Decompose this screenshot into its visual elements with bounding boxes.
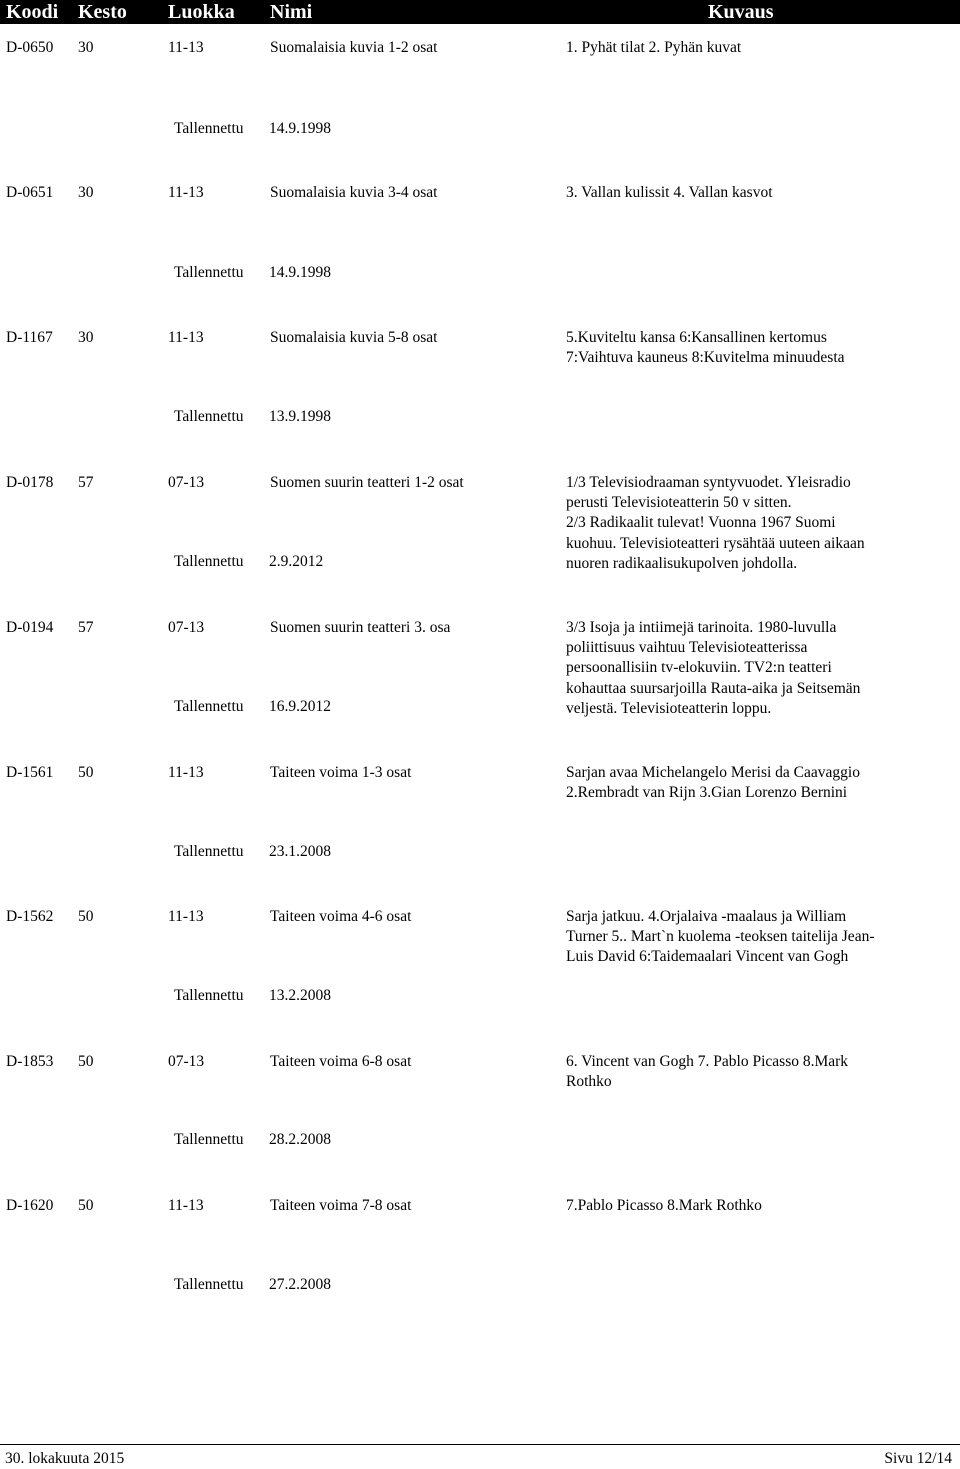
recorded-date: 23.1.2008: [269, 843, 331, 860]
recorded-date: 28.2.2008: [269, 1131, 331, 1148]
recorded-label: Tallennettu: [174, 264, 244, 281]
entry-nimi: Suomalaisia kuvia 5-8 osat: [270, 329, 438, 346]
entry-kesto: 50: [78, 764, 94, 781]
entry-kuvaus: 3. Vallan kulissit 4. Vallan kasvot: [566, 184, 773, 201]
entry-nimi: Suomalaisia kuvia 1-2 osat: [270, 39, 438, 56]
entry-luokka: 07-13: [168, 474, 205, 491]
entry-koodi: D-1853: [6, 1053, 54, 1070]
entry-nimi: Suomalaisia kuvia 3-4 osat: [270, 184, 438, 201]
footer-date: 30. lokakuuta 2015: [5, 1450, 125, 1467]
recorded-date: 14.9.1998: [269, 264, 331, 281]
header-koodi: Koodi: [6, 1, 59, 23]
entry-kuvaus: 1/3 Televisiodraaman syntyvuodet. Yleisradio perusti Televisioteatterin 50 v sitten. 2/3 Radikaalit tulevat! Vuonna 1967 Suomi kuohuu. Televisioteatteri rysähtää uuteen aikaan nuoren radikaalisukupolven johdolla.: [566, 474, 865, 572]
entry-koodi: D-1561: [6, 764, 54, 781]
header-kuvaus: Kuvaus: [708, 1, 774, 23]
entry-luokka: 07-13: [168, 619, 205, 636]
entry-kesto: 30: [78, 329, 94, 346]
recorded-date: 14.9.1998: [269, 120, 331, 137]
entry-koodi: D-0178: [6, 474, 54, 491]
entry-luokka: 11-13: [168, 1197, 204, 1214]
entry-luokka: 11-13: [168, 764, 204, 781]
entry-nimi: Taiteen voima 7-8 osat: [270, 1197, 412, 1214]
entry-nimi: Taiteen voima 6-8 osat: [270, 1053, 412, 1070]
entry-koodi: D-0651: [6, 184, 54, 201]
entry-nimi: Suomen suurin teatteri 3. osa: [270, 619, 451, 636]
entry-kesto: 57: [78, 474, 94, 491]
entry-nimi: Suomen suurin teatteri 1-2 osat: [270, 474, 464, 491]
entry-kuvaus: Sarjan avaa Michelangelo Merisi da Caavaggio 2.Rembradt van Rijn 3.Gian Lorenzo Bernini: [566, 764, 860, 802]
header-nimi: Nimi: [270, 1, 313, 23]
recorded-date: 13.2.2008: [269, 987, 331, 1004]
recorded-label: Tallennettu: [174, 120, 244, 137]
entry-kesto: 57: [78, 619, 94, 636]
recorded-date: 27.2.2008: [269, 1276, 331, 1293]
recorded-date: 2.9.2012: [269, 553, 324, 570]
entry-koodi: D-0194: [6, 619, 54, 636]
page-number: Sivu 12/14: [884, 1450, 952, 1467]
entry-kesto: 50: [78, 1197, 94, 1214]
entry-nimi: Taiteen voima 1-3 osat: [270, 764, 412, 781]
entry-koodi: D-1562: [6, 908, 54, 925]
entry-luokka: 11-13: [168, 908, 204, 925]
entry-kuvaus: Sarja jatkuu. 4.Orjalaiva -maalaus ja William Turner 5.. Mart`n kuolema -teoksen taitelija Jean- Luis David 6:Taidemaalari Vincent van Gogh: [566, 908, 875, 966]
recorded-date: 13.9.1998: [269, 408, 331, 425]
recorded-label: Tallennettu: [174, 1276, 244, 1293]
entry-koodi: D-0650: [6, 39, 54, 56]
entry-kuvaus: 7.Pablo Picasso 8.Mark Rothko: [566, 1197, 762, 1214]
entry-luokka: 11-13: [168, 39, 204, 56]
recorded-date: 16.9.2012: [269, 698, 331, 715]
footer-divider: [0, 1444, 960, 1445]
recorded-label: Tallennettu: [174, 843, 244, 860]
entry-kuvaus: 6. Vincent van Gogh 7. Pablo Picasso 8.Mark Rothko: [566, 1053, 849, 1091]
entry-koodi: D-1167: [6, 329, 53, 346]
entry-kesto: 50: [78, 1053, 94, 1070]
entry-kuvaus: 3/3 Isoja ja intiimejä tarinoita. 1980-luvulla poliittisuus vaihtuu Televisioteatterissa persoonallisiin tv-elokuviin. TV2:n teatteri kohauttaa suursarjoilla Rauta-aika ja Seitsemän veljestä. Televisioteatterin loppu.: [566, 619, 861, 717]
entry-kesto: 50: [78, 908, 94, 925]
entry-kuvaus: 5.Kuviteltu kansa 6:Kansallinen kertomus 7:Vaihtuva kauneus 8:Kuvitelma minuudesta: [566, 329, 845, 367]
table-header: [0, 0, 960, 24]
entry-kesto: 30: [78, 184, 94, 201]
entry-koodi: D-1620: [6, 1197, 54, 1214]
entry-luokka: 11-13: [168, 184, 204, 201]
recorded-label: Tallennettu: [174, 408, 244, 425]
entry-luokka: 07-13: [168, 1053, 205, 1070]
entry-kuvaus: 1. Pyhät tilat 2. Pyhän kuvat: [566, 39, 742, 56]
entry-kesto: 30: [78, 39, 94, 56]
entry-luokka: 11-13: [168, 329, 204, 346]
recorded-label: Tallennettu: [174, 1131, 244, 1148]
header-luokka: Luokka: [168, 1, 235, 23]
entry-nimi: Taiteen voima 4-6 osat: [270, 908, 412, 925]
recorded-label: Tallennettu: [174, 987, 244, 1004]
recorded-label: Tallennettu: [174, 553, 244, 570]
recorded-label: Tallennettu: [174, 698, 244, 715]
header-kesto: Kesto: [78, 1, 127, 23]
